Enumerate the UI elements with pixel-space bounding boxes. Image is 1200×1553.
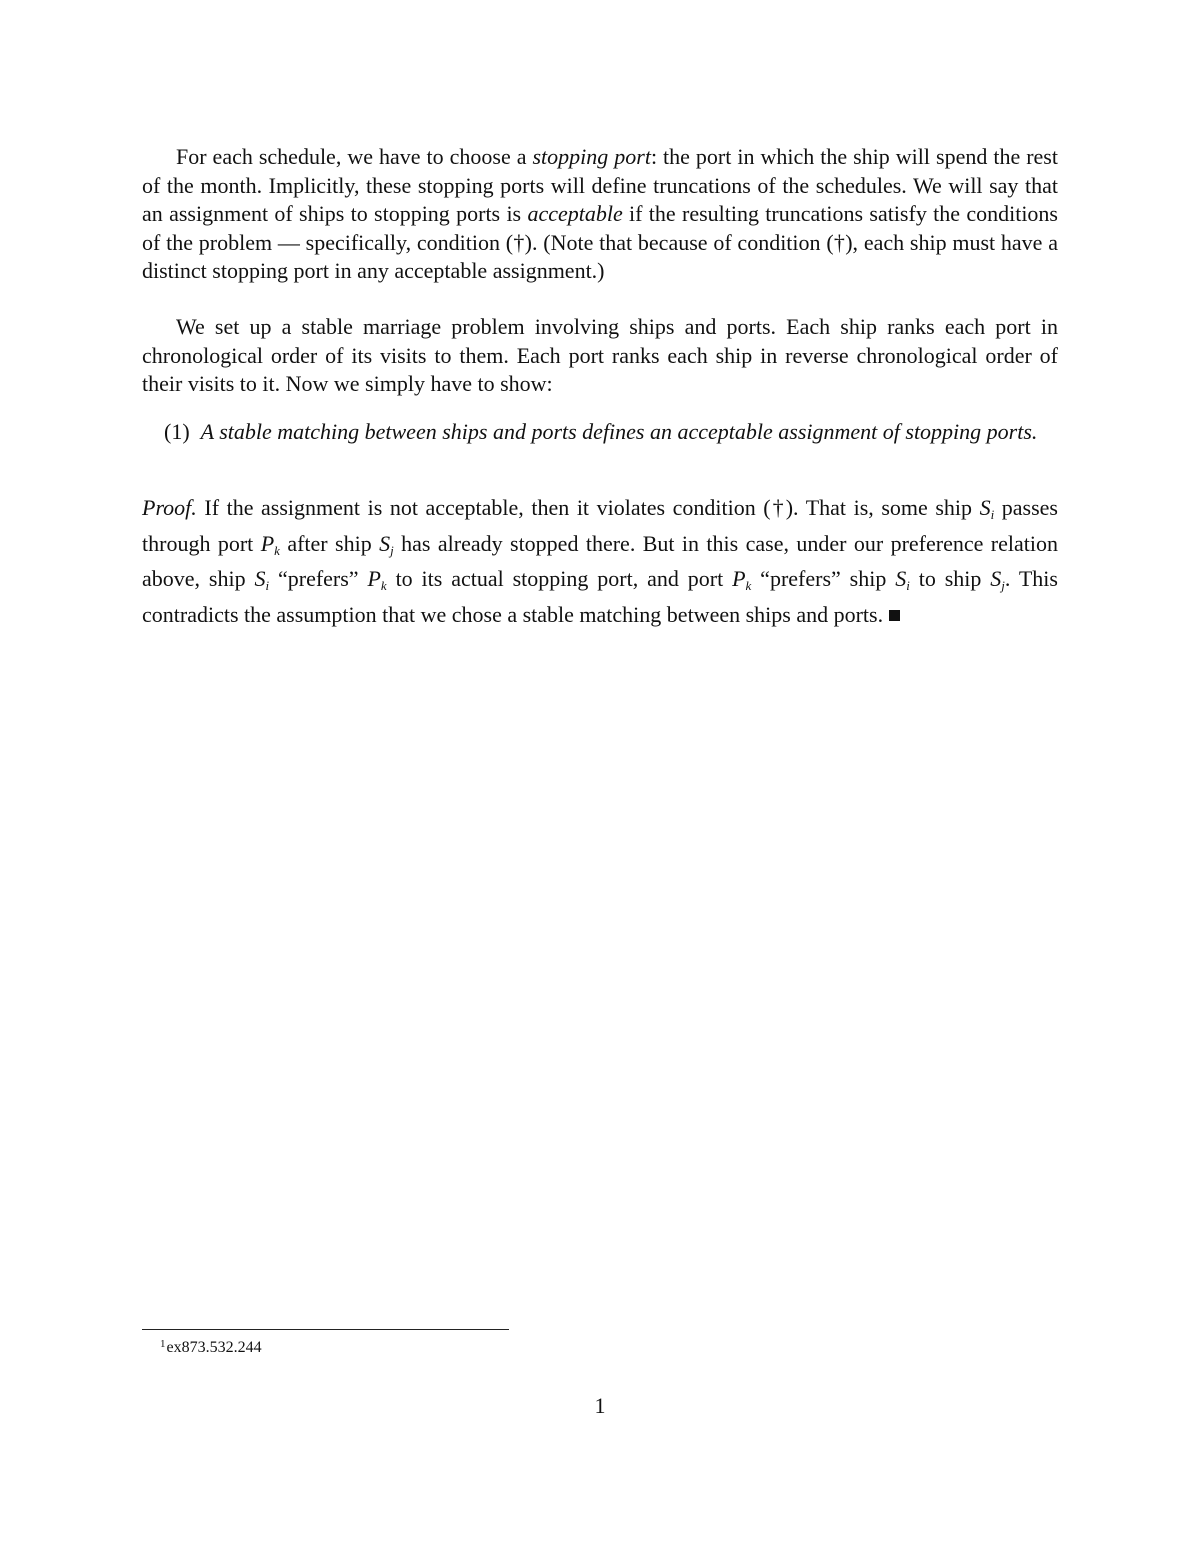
text-run: if the resulting truncations satisfy the conditions of the problem — specifically, condition (†). (Note that because of condition (†), each ship must have a distinct stopping port in any acceptable assignment.) bbox=[142, 201, 1058, 283]
footnote-divider bbox=[142, 1329, 509, 1330]
paragraph-stable-marriage: We set up a stable marriage problem involving ships and ports. Each ship ranks each port in chronological order of its visits to them. Each port ranks each ship in reverse chronological order of their visits to it. Now we simply have to show: bbox=[142, 314, 1058, 396]
math-var: S bbox=[254, 566, 266, 591]
paragraph-stopping-port bbox=[142, 143, 1058, 286]
math-var: P bbox=[260, 530, 275, 556]
proof-paragraph: Proof. If the assignment is not acceptable, then it violates condition (†). That is, some ship $S_i$ passes through port $P_k$ after ship $S_j$ has already stopped there. But in this case, under our preference relation above, ship $S_i$ “prefers” $P_k$ to its actual stopping port, and port $P_k$ “prefers” ship $S_i$ to ship $S_j$. This contradicts the assumption that we chose a stable matching between ships and ports. bbox=[142, 495, 1058, 627]
math-var: S bbox=[895, 566, 907, 591]
qed-square-icon bbox=[889, 610, 900, 621]
claim-text: A stable matching between ships and ports defines an acceptable assignment of stopping ports. bbox=[200, 419, 1038, 444]
page-number: 1 bbox=[594, 1393, 606, 1418]
footnote bbox=[160, 1334, 262, 1358]
proof-label: Proof. bbox=[142, 495, 197, 520]
math-var: P bbox=[367, 566, 381, 591]
math-var: S bbox=[990, 566, 1002, 591]
claim-statement bbox=[142, 418, 1058, 447]
term-acceptable: acceptable bbox=[527, 201, 623, 226]
math-var: P bbox=[732, 566, 746, 591]
claim-label: (1) bbox=[164, 419, 190, 444]
footnote-marker: 1 bbox=[160, 1338, 166, 1350]
footnote-text: ex873.532.244 bbox=[166, 1339, 262, 1356]
text-run: : the port in which the ship will spend the rest of the month. Implicitly, these stopping ports will define truncations of the schedules. We will say that an assignment of ships to stopping ports is bbox=[142, 144, 1058, 226]
text-run: For each schedule, we have to choose a bbox=[176, 144, 533, 169]
math-var: S bbox=[979, 495, 991, 520]
math-var: S bbox=[379, 530, 391, 556]
term-stopping-port: stopping port bbox=[532, 144, 651, 169]
